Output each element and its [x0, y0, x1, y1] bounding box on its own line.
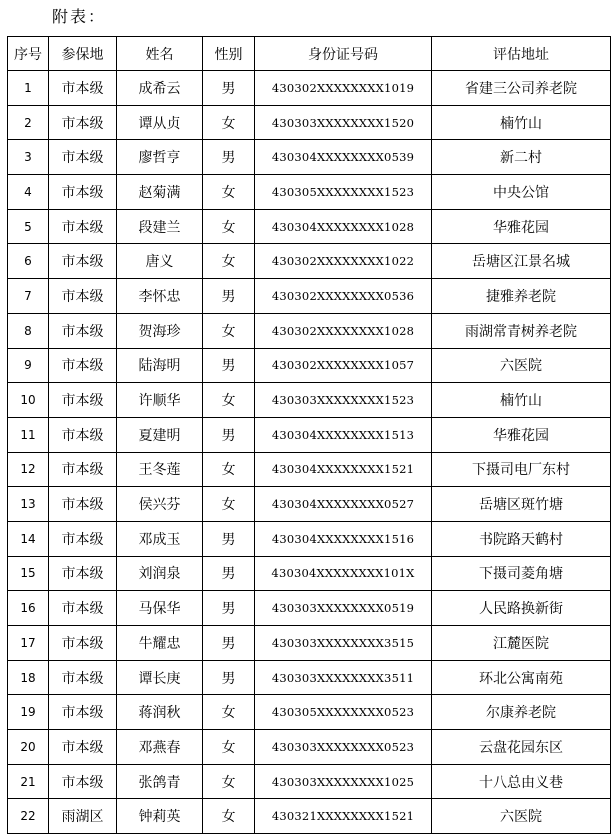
cell-insured-place: 市本级	[49, 313, 117, 348]
cell-gender: 女	[203, 244, 255, 279]
cell-id-number: 430304XXXXXXXX1513	[255, 417, 432, 452]
cell-name: 钟莉英	[117, 799, 203, 834]
cell-assessment-address: 华雅花园	[432, 417, 611, 452]
table-row	[8, 452, 611, 487]
cell-id-number: 430302XXXXXXXX1019	[255, 71, 432, 106]
cell-insured-place: 市本级	[49, 175, 117, 210]
cell-insured-place: 市本级	[49, 695, 117, 730]
table-row	[8, 556, 611, 591]
cell-assessment-address: 捷雅养老院	[432, 279, 611, 314]
cell-name: 成希云	[117, 71, 203, 106]
cell-insured-place: 市本级	[49, 105, 117, 140]
header-assessment-address: 评估地址	[432, 37, 611, 71]
cell-name: 赵菊满	[117, 175, 203, 210]
cell-name: 侯兴芬	[117, 487, 203, 522]
cell-name: 谭长庚	[117, 660, 203, 695]
table-row	[8, 660, 611, 695]
table-row	[8, 348, 611, 383]
cell-gender: 女	[203, 487, 255, 522]
cell-id-number: 430304XXXXXXXX1516	[255, 521, 432, 556]
cell-insured-place: 市本级	[49, 279, 117, 314]
cell-insured-place: 市本级	[49, 591, 117, 626]
cell-index: 18	[8, 660, 49, 695]
cell-insured-place: 市本级	[49, 140, 117, 175]
cell-name: 贺海珍	[117, 313, 203, 348]
cell-name: 夏建明	[117, 417, 203, 452]
table-header-row	[8, 37, 611, 71]
cell-gender: 男	[203, 660, 255, 695]
cell-index: 2	[8, 105, 49, 140]
cell-id-number: 430303XXXXXXXX3515	[255, 626, 432, 661]
cell-gender: 男	[203, 417, 255, 452]
cell-name: 许顺华	[117, 383, 203, 418]
cell-index: 9	[8, 348, 49, 383]
cell-index: 6	[8, 244, 49, 279]
cell-assessment-address: 新二村	[432, 140, 611, 175]
table-caption: 附表：	[52, 7, 107, 26]
table-row	[8, 626, 611, 661]
cell-index: 16	[8, 591, 49, 626]
cell-insured-place: 市本级	[49, 209, 117, 244]
cell-assessment-address: 岳塘区江景名城	[432, 244, 611, 279]
cell-gender: 男	[203, 556, 255, 591]
table-row	[8, 383, 611, 418]
cell-name: 廖哲亨	[117, 140, 203, 175]
cell-insured-place: 市本级	[49, 660, 117, 695]
table-row	[8, 487, 611, 522]
cell-name: 唐义	[117, 244, 203, 279]
cell-insured-place: 市本级	[49, 71, 117, 106]
cell-assessment-address: 楠竹山	[432, 383, 611, 418]
cell-index: 12	[8, 452, 49, 487]
header-index: 序号	[8, 37, 49, 71]
cell-insured-place: 市本级	[49, 383, 117, 418]
cell-name: 张鸽青	[117, 764, 203, 799]
cell-name: 邓燕春	[117, 730, 203, 765]
cell-id-number: 430302XXXXXXXX1028	[255, 313, 432, 348]
table-row	[8, 591, 611, 626]
cell-insured-place: 市本级	[49, 487, 117, 522]
cell-gender: 男	[203, 71, 255, 106]
table-row	[8, 140, 611, 175]
cell-id-number: 430303XXXXXXXX1520	[255, 105, 432, 140]
cell-gender: 女	[203, 764, 255, 799]
table-row	[8, 279, 611, 314]
cell-index: 4	[8, 175, 49, 210]
cell-index: 7	[8, 279, 49, 314]
header-name: 姓名	[117, 37, 203, 71]
cell-index: 5	[8, 209, 49, 244]
insured-persons-table	[7, 36, 611, 834]
cell-id-number: 430304XXXXXXXX0527	[255, 487, 432, 522]
cell-gender: 女	[203, 175, 255, 210]
cell-assessment-address: 下摄司电厂东村	[432, 452, 611, 487]
cell-gender: 女	[203, 383, 255, 418]
table-row	[8, 521, 611, 556]
cell-id-number: 430302XXXXXXXX0536	[255, 279, 432, 314]
cell-name: 牛耀忠	[117, 626, 203, 661]
table-row	[8, 175, 611, 210]
cell-id-number: 430303XXXXXXXX1523	[255, 383, 432, 418]
cell-insured-place: 市本级	[49, 521, 117, 556]
table-row	[8, 71, 611, 106]
cell-id-number: 430305XXXXXXXX1523	[255, 175, 432, 210]
cell-gender: 男	[203, 348, 255, 383]
cell-insured-place: 市本级	[49, 244, 117, 279]
cell-index: 1	[8, 71, 49, 106]
cell-index: 3	[8, 140, 49, 175]
cell-id-number: 430303XXXXXXXX0519	[255, 591, 432, 626]
table-row	[8, 105, 611, 140]
cell-name: 邓成玉	[117, 521, 203, 556]
cell-gender: 男	[203, 591, 255, 626]
cell-name: 陆海明	[117, 348, 203, 383]
cell-assessment-address: 环北公寓南苑	[432, 660, 611, 695]
cell-insured-place: 市本级	[49, 730, 117, 765]
cell-index: 22	[8, 799, 49, 834]
cell-insured-place: 雨湖区	[49, 799, 117, 834]
cell-id-number: 430304XXXXXXXX1521	[255, 452, 432, 487]
table-row	[8, 799, 611, 834]
cell-insured-place: 市本级	[49, 764, 117, 799]
cell-insured-place: 市本级	[49, 626, 117, 661]
cell-index: 19	[8, 695, 49, 730]
cell-name: 刘润泉	[117, 556, 203, 591]
cell-gender: 男	[203, 279, 255, 314]
cell-name: 王冬莲	[117, 452, 203, 487]
cell-assessment-address: 下摄司菱角塘	[432, 556, 611, 591]
cell-gender: 女	[203, 452, 255, 487]
cell-gender: 男	[203, 140, 255, 175]
cell-gender: 女	[203, 313, 255, 348]
cell-assessment-address: 六医院	[432, 799, 611, 834]
cell-name: 谭从贞	[117, 105, 203, 140]
cell-assessment-address: 书院路天鹤村	[432, 521, 611, 556]
cell-index: 13	[8, 487, 49, 522]
cell-assessment-address: 雨湖常青树养老院	[432, 313, 611, 348]
table-row	[8, 244, 611, 279]
cell-gender: 男	[203, 521, 255, 556]
cell-assessment-address: 十八总由义巷	[432, 764, 611, 799]
cell-gender: 女	[203, 209, 255, 244]
cell-insured-place: 市本级	[49, 348, 117, 383]
cell-assessment-address: 云盘花园东区	[432, 730, 611, 765]
cell-gender: 女	[203, 695, 255, 730]
table-row	[8, 764, 611, 799]
cell-id-number: 430305XXXXXXXX0523	[255, 695, 432, 730]
cell-gender: 女	[203, 730, 255, 765]
cell-id-number: 430304XXXXXXXX101X	[255, 556, 432, 591]
table-row	[8, 209, 611, 244]
cell-assessment-address: 江麓医院	[432, 626, 611, 661]
table-row	[8, 695, 611, 730]
cell-name: 李怀忠	[117, 279, 203, 314]
cell-index: 20	[8, 730, 49, 765]
cell-name: 段建兰	[117, 209, 203, 244]
cell-id-number: 430304XXXXXXXX0539	[255, 140, 432, 175]
cell-name: 马保华	[117, 591, 203, 626]
cell-index: 21	[8, 764, 49, 799]
cell-id-number: 430321XXXXXXXX1521	[255, 799, 432, 834]
table-row	[8, 730, 611, 765]
cell-assessment-address: 尔康养老院	[432, 695, 611, 730]
cell-index: 10	[8, 383, 49, 418]
cell-assessment-address: 华雅花园	[432, 209, 611, 244]
cell-assessment-address: 楠竹山	[432, 105, 611, 140]
cell-name: 蒋润秋	[117, 695, 203, 730]
table-row	[8, 417, 611, 452]
cell-insured-place: 市本级	[49, 452, 117, 487]
cell-insured-place: 市本级	[49, 417, 117, 452]
cell-assessment-address: 中央公馆	[432, 175, 611, 210]
cell-index: 14	[8, 521, 49, 556]
cell-id-number: 430302XXXXXXXX1022	[255, 244, 432, 279]
header-gender: 性别	[203, 37, 255, 71]
cell-id-number: 430303XXXXXXXX3511	[255, 660, 432, 695]
cell-gender: 女	[203, 799, 255, 834]
cell-id-number: 430303XXXXXXXX1025	[255, 764, 432, 799]
cell-assessment-address: 省建三公司养老院	[432, 71, 611, 106]
cell-gender: 女	[203, 105, 255, 140]
cell-index: 8	[8, 313, 49, 348]
cell-assessment-address: 六医院	[432, 348, 611, 383]
cell-index: 11	[8, 417, 49, 452]
header-id-number: 身份证号码	[255, 37, 432, 71]
cell-index: 17	[8, 626, 49, 661]
cell-assessment-address: 岳塘区斑竹塘	[432, 487, 611, 522]
cell-gender: 男	[203, 626, 255, 661]
cell-id-number: 430304XXXXXXXX1028	[255, 209, 432, 244]
table-row	[8, 313, 611, 348]
cell-assessment-address: 人民路换新街	[432, 591, 611, 626]
header-insured-place: 参保地	[49, 37, 117, 71]
cell-id-number: 430302XXXXXXXX1057	[255, 348, 432, 383]
cell-id-number: 430303XXXXXXXX0523	[255, 730, 432, 765]
cell-index: 15	[8, 556, 49, 591]
cell-insured-place: 市本级	[49, 556, 117, 591]
